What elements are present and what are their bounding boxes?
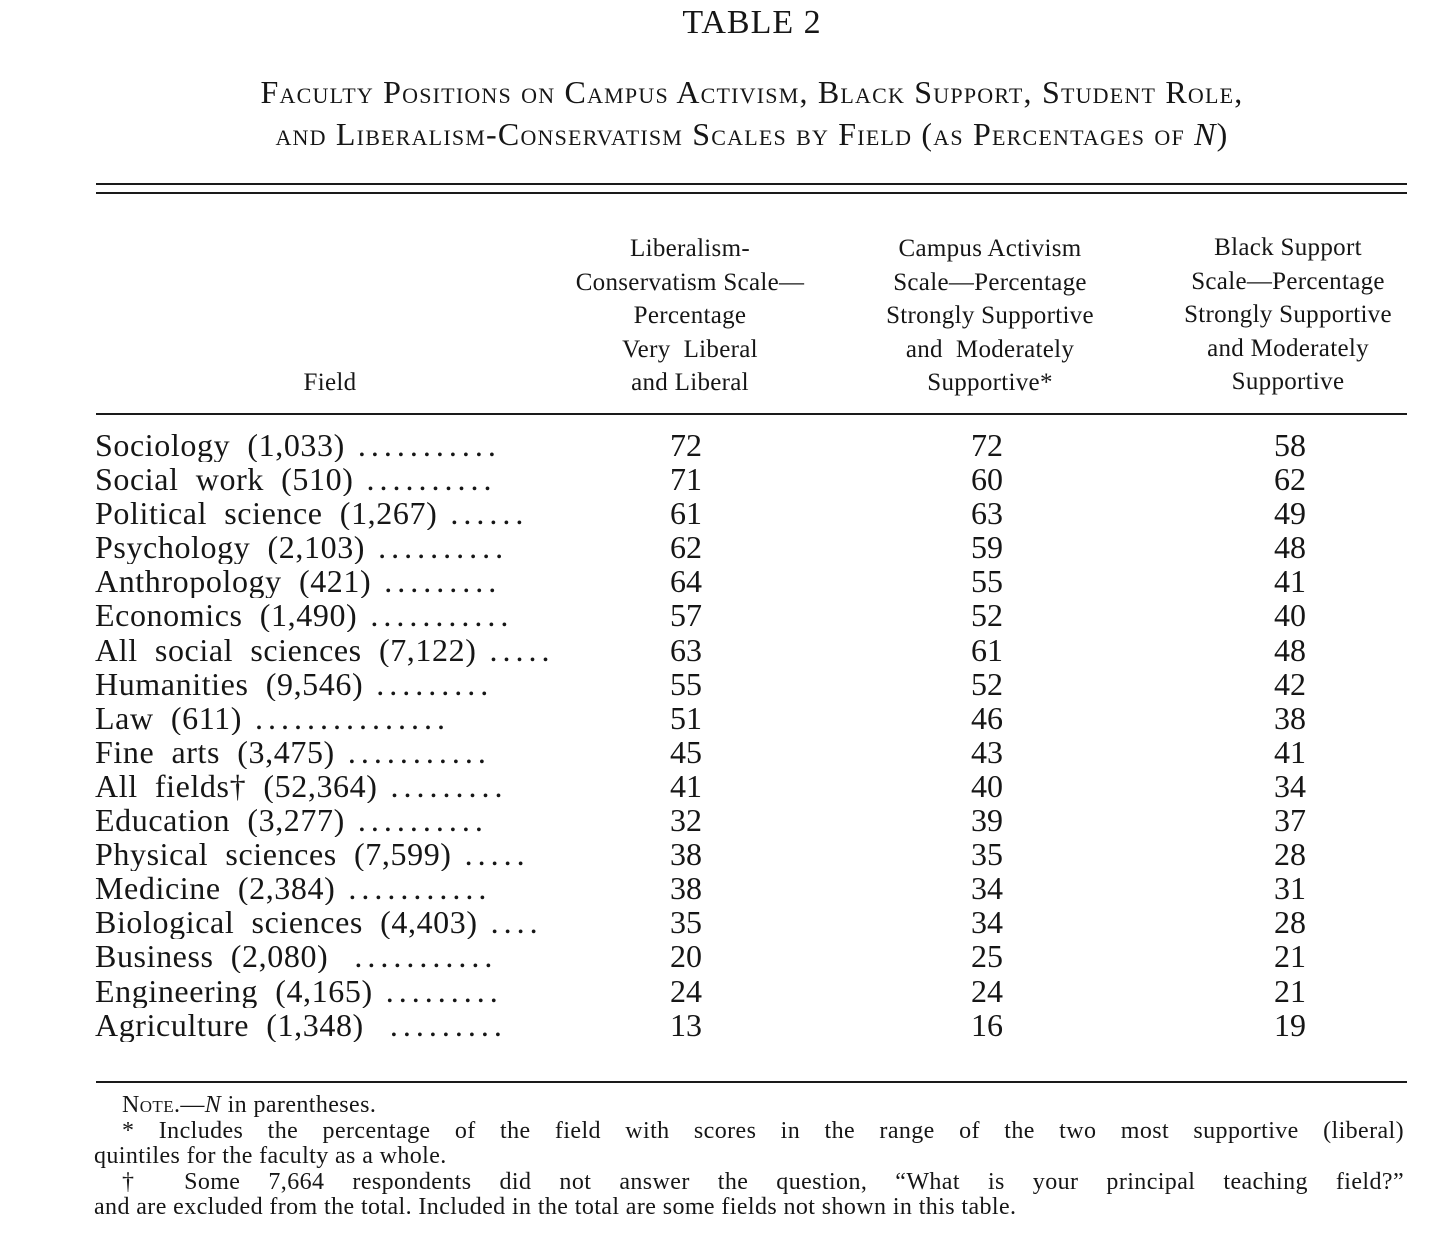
row-field-label: Biological sciences (4,403) (95, 905, 478, 940)
leader-dots: ............... (241, 700, 450, 735)
row-field-label: Law (611) (95, 700, 242, 735)
row-field (95, 735, 569, 769)
leader-dots: .......... (365, 530, 509, 565)
table-notes (94, 1093, 1404, 1221)
leader-dots: ..... (451, 837, 530, 872)
row-campus-value: 46 (971, 699, 1003, 736)
row-field (95, 530, 569, 564)
row-field-label: Anthropology (421) (95, 564, 372, 599)
table-row (0, 974, 1456, 1008)
row-campus-value: 34 (971, 870, 1003, 907)
table-row (0, 735, 1456, 769)
leader-dots: .... (477, 905, 543, 940)
table-title-line-1: Faculty Positions on Campus Activism, Black Support, Student Role, (260, 74, 1244, 110)
row-black-value: 19 (1274, 1006, 1306, 1043)
row-campus-value: 60 (971, 461, 1003, 498)
row-field-label: Business (2,080) (95, 939, 329, 974)
row-field-label: Fine arts (3,475) (95, 734, 335, 769)
row-black-value: 21 (1274, 938, 1306, 975)
leader-dots: ........... (328, 939, 498, 974)
top-rule-1 (96, 183, 1407, 185)
table-row (0, 769, 1456, 803)
leader-dots: ......... (363, 1007, 507, 1042)
row-field (95, 633, 569, 667)
header-line: Strongly Supportive (886, 302, 1094, 329)
bottom-rule (96, 1081, 1407, 1083)
leader-dots: ......... (377, 768, 508, 803)
row-black-value: 21 (1274, 972, 1306, 1009)
row-liberalism-value: 45 (670, 733, 702, 770)
header-line: Campus Activism (898, 235, 1082, 262)
table-label: TABLE 2 (682, 4, 822, 41)
table-row (0, 905, 1456, 939)
row-liberalism-value: 35 (670, 904, 702, 941)
note-label: Note.— (122, 1092, 205, 1118)
row-liberalism-value: 13 (670, 1006, 702, 1043)
table-row (0, 496, 1456, 530)
table-row (0, 701, 1456, 735)
leader-dots: ..... (476, 632, 555, 667)
row-campus-value: 63 (971, 495, 1003, 532)
note-text: in parentheses. (221, 1092, 377, 1118)
footnote-star-line-1: * Includes the percentage of the field with scores in the range of the two most supportive (liberal) (122, 1117, 1404, 1144)
row-liberalism-value: 61 (670, 495, 702, 532)
table-row (0, 530, 1456, 564)
title-line-2-suffix: ) (1216, 116, 1229, 152)
row-field-label: Medicine (2,384) (95, 871, 336, 906)
column-header-black-support (1140, 231, 1436, 399)
column-header-field-label: Field (303, 369, 357, 396)
row-black-value: 42 (1274, 665, 1306, 702)
row-liberalism-value: 55 (670, 665, 702, 702)
row-black-value: 49 (1274, 495, 1306, 532)
row-field (95, 701, 569, 735)
row-field-label: Engineering (4,165) (95, 973, 373, 1008)
row-liberalism-value: 64 (670, 563, 702, 600)
table-row (0, 939, 1456, 973)
row-black-value: 62 (1274, 461, 1306, 498)
row-black-value: 48 (1274, 529, 1306, 566)
table-row (0, 633, 1456, 667)
table-row (0, 667, 1456, 701)
row-field (95, 1008, 569, 1042)
table-row (0, 1008, 1456, 1042)
leader-dots: ......... (372, 973, 503, 1008)
row-campus-value: 61 (971, 631, 1003, 668)
row-black-value: 34 (1274, 767, 1306, 804)
row-campus-value: 39 (971, 802, 1003, 839)
header-line: Black Support (1214, 234, 1362, 261)
row-black-value: 38 (1274, 699, 1306, 736)
row-field-label: Political science (1,267) (95, 496, 438, 531)
row-field (95, 598, 569, 632)
column-header-field (230, 366, 430, 400)
row-black-value: 40 (1274, 597, 1306, 634)
leader-dots: .......... (344, 803, 488, 838)
table-row (0, 871, 1456, 905)
row-field-label: Education (3,277) (95, 803, 345, 838)
note-n-variable: N (204, 1092, 222, 1118)
header-line: and Moderately (1207, 334, 1369, 362)
row-field (95, 939, 569, 973)
row-black-value: 37 (1274, 802, 1306, 839)
leader-dots: ........... (344, 428, 501, 462)
row-liberalism-value: 62 (670, 529, 702, 566)
column-header-campus-activism (840, 232, 1140, 400)
row-campus-value: 59 (971, 529, 1003, 566)
row-black-value: 48 (1274, 631, 1306, 668)
header-line: Percentage (633, 302, 747, 329)
leader-dots: ......... (363, 666, 494, 701)
leader-dots: ......... (371, 564, 502, 599)
row-field (95, 564, 569, 598)
row-campus-value: 24 (971, 972, 1003, 1009)
table-title-line-2 (0, 116, 1456, 153)
table-row (0, 564, 1456, 598)
row-field (95, 769, 569, 803)
row-liberalism-value: 20 (670, 938, 702, 975)
row-campus-value: 55 (971, 563, 1003, 600)
row-campus-value: 35 (971, 836, 1003, 873)
table-body (0, 428, 1456, 1042)
row-campus-value: 52 (971, 597, 1003, 634)
header-line: Supportive (1231, 368, 1345, 395)
header-line: Scale—Percentage (893, 268, 1087, 296)
row-black-value: 41 (1274, 563, 1306, 600)
row-field-label: Economics (1,490) (95, 598, 358, 633)
row-liberalism-value: 38 (670, 870, 702, 907)
table-row (0, 428, 1456, 462)
footnote-dagger-line-2: and are excluded from the total. Included in the total are some fields not shown in this table. (94, 1194, 1017, 1220)
row-field (95, 905, 569, 939)
row-campus-value: 34 (971, 904, 1003, 941)
leader-dots: .......... (353, 462, 497, 497)
row-field-label: Agriculture (1,348) (95, 1007, 364, 1042)
row-field-label: All fields† (52,364) (95, 768, 378, 803)
row-field-label: Humanities (9,546) (95, 666, 364, 701)
footnote-star-line-2: quintiles for the faculty as a whole. (94, 1143, 447, 1169)
note-line (94, 1093, 1404, 1119)
row-liberalism-value: 24 (670, 972, 702, 1009)
row-campus-value: 43 (971, 733, 1003, 770)
row-black-value: 58 (1274, 427, 1306, 463)
row-field-label: Physical sciences (7,599) (95, 837, 452, 872)
table-row (0, 837, 1456, 871)
row-field (95, 667, 569, 701)
row-liberalism-value: 51 (670, 699, 702, 736)
row-campus-value: 72 (971, 427, 1003, 463)
row-field-label: Psychology (2,103) (95, 530, 366, 565)
row-liberalism-value: 72 (670, 427, 702, 463)
row-field (95, 803, 569, 837)
row-campus-value: 52 (971, 665, 1003, 702)
header-line: Supportive* (927, 369, 1053, 396)
row-field (95, 837, 569, 871)
row-campus-value: 16 (971, 1006, 1003, 1043)
header-line: Conservatism Scale— (575, 268, 805, 296)
header-line: Very Liberal (622, 335, 758, 363)
header-line: and Moderately (905, 335, 1075, 363)
row-liberalism-value: 71 (670, 461, 702, 498)
title-line-2-prefix: and Liberalism-Conservatism Scales by Field (as Percentages of (275, 116, 1195, 152)
table-row (0, 803, 1456, 837)
row-black-value: 41 (1274, 733, 1306, 770)
row-liberalism-value: 57 (670, 597, 702, 634)
top-rule-2 (96, 192, 1407, 194)
row-black-value: 28 (1274, 904, 1306, 941)
leader-dots: ...... (437, 496, 529, 531)
footnote-dagger-line-1: † Some 7,664 respondents did not answer the question, “What is your principal teaching field?” (122, 1168, 1404, 1195)
row-field-label: Sociology (1,033) (95, 428, 345, 462)
header-line: Strongly Supportive (1184, 301, 1392, 328)
table-row (0, 598, 1456, 632)
row-campus-value: 40 (971, 767, 1003, 804)
row-field-label: Social work (510) (95, 462, 354, 497)
header-line: and Liberal (631, 369, 749, 396)
row-black-value: 31 (1274, 870, 1306, 907)
leader-dots: ........... (335, 871, 492, 906)
row-campus-value: 25 (971, 938, 1003, 975)
title-n-variable: N (1194, 116, 1217, 152)
row-liberalism-value: 63 (670, 631, 702, 668)
row-black-value: 28 (1274, 836, 1306, 873)
leader-dots: ........... (357, 598, 514, 633)
header-line: Liberalism- (630, 235, 750, 262)
leader-dots: ........... (334, 734, 491, 769)
header-rule (96, 413, 1407, 415)
row-field (95, 871, 569, 905)
row-liberalism-value: 41 (670, 767, 702, 804)
row-liberalism-value: 32 (670, 802, 702, 839)
row-field (95, 428, 569, 462)
row-liberalism-value: 38 (670, 836, 702, 873)
table-row (0, 462, 1456, 496)
row-field (95, 974, 569, 1008)
row-field (95, 496, 569, 530)
row-field-label: All social sciences (7,122) (95, 632, 477, 667)
header-line: Scale—Percentage (1191, 267, 1385, 295)
column-header-liberalism (540, 232, 840, 400)
row-field (95, 462, 569, 496)
